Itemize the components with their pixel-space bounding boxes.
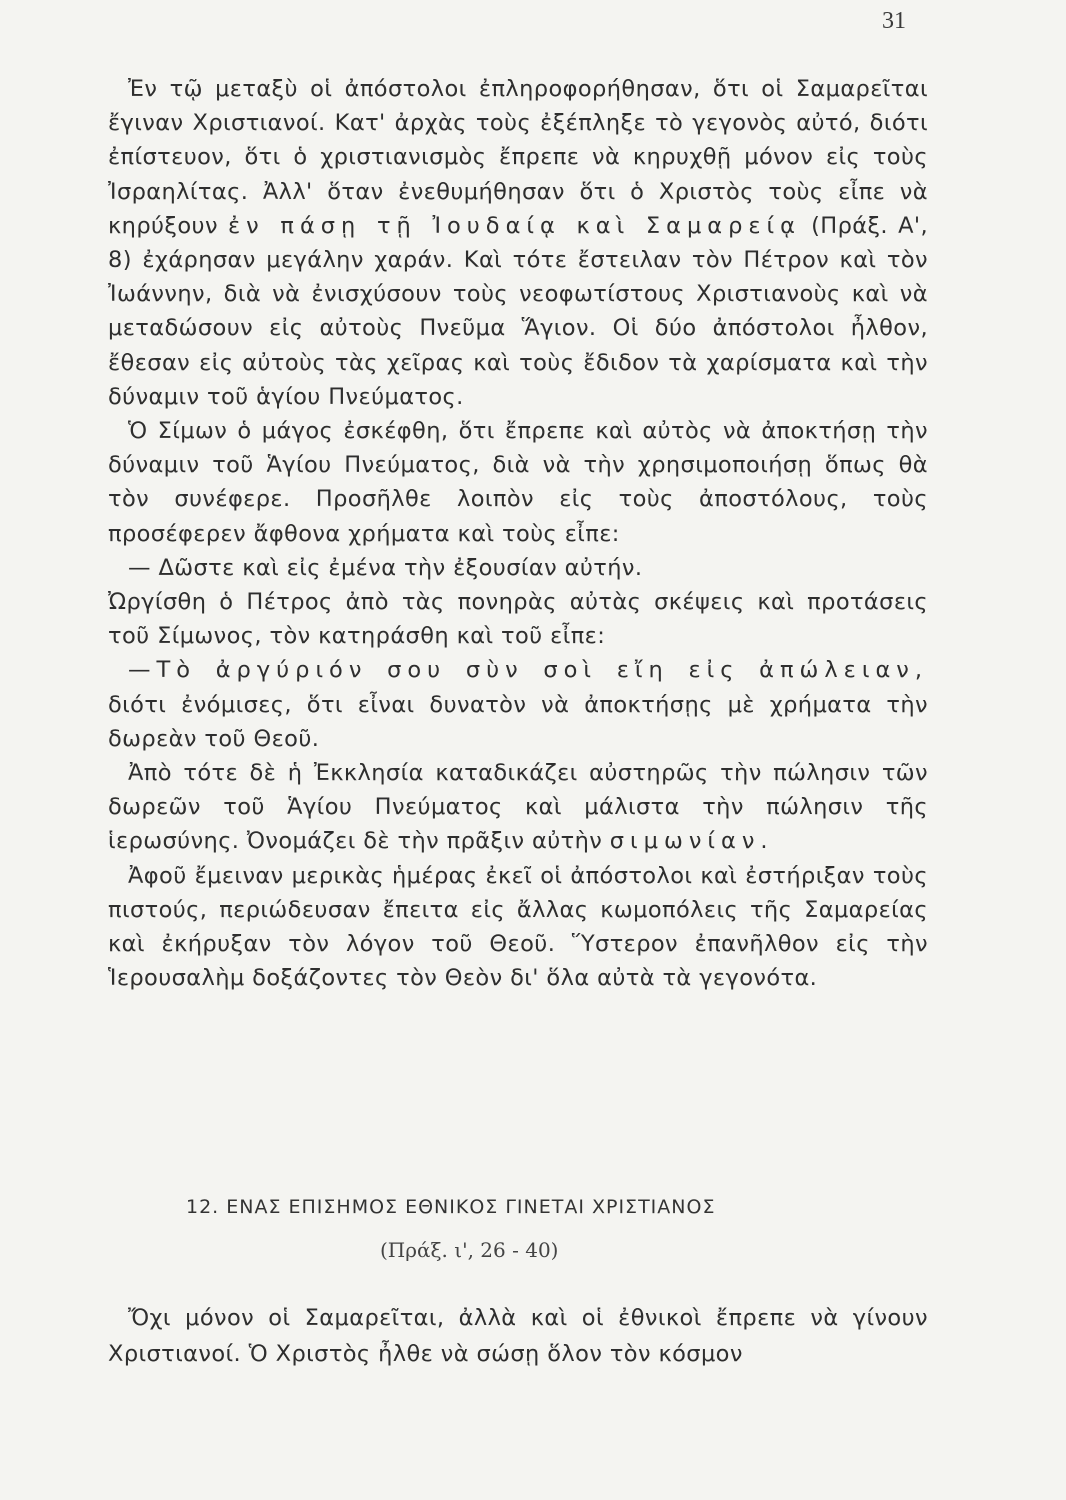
paragraph-simon-magus: Ὁ Σίμων ὁ μάγος ἐσκέφθη, ὅτι ἔπρεπε καὶ αὐτὸς νὰ ἀποκτήσῃ τὴν δύναμιν τοῦ Ἁγίου Πνεύματος, διὰ νὰ τὴν χρησιμοποιήσῃ ὅπως θὰ τὸν συνέφερε. Προσῆλθε λοιπὸν εἰς τοὺς ἀποστόλους, τοὺς προσέφερεν ἄφθονα χρήματα καὶ τοὺς εἶπε: [108, 418, 928, 547]
paragraph-text: Ἐν τῷ μεταξὺ οἱ ἀπόστολοι ἐπληροφορήθησαν, ὅτι οἱ Σαμαρεῖται ἔγιναν Χριστιανοί. Κατ' ἀρχὰς τοὺς ἐξέπληξε τὸ γεγονὸς αὐτό, διότι ἐπίστευον, ὅτι ὁ χριστιανισμὸς ἔπρεπε νὰ κηρυχθῇ μόνον εἰς τοὺς Ἰσραηλίτας. Ἀλλ' ὅταν ἐνεθυμήθησαν ὅτι ὁ Χριστὸς τοὺς εἶπε νὰ κηρύξουν [108, 76, 928, 239]
paragraph-simon-speech: — Δῶστε καὶ εἰς ἐμένα τὴν ἐξουσίαν αὐτήν. [128, 554, 643, 581]
paragraph-text: (Πράξ. Α', 8) ἐχάρησαν μεγάλην χαράν. Καὶ τότε ἔστειλαν τὸν Πέτρον καὶ τὸν Ἰωάννην, διὰ νὰ ἐνισχύσουν τοὺς νεοφωτίστους Χριστιανοὺς καὶ νὰ μεταδώσουν εἰς αὐτοὺς Πνεῦμα Ἅγιον. Οἱ δύο ἀπόστολοι ἦλθον, ἔθεσαν εἰς αὐτοὺς τὰς χεῖρας καὶ τοὺς ἔδιδον τὰ χαρίσματα καὶ τὴν δύναμιν τοῦ ἁγίου Πνεύματος. [108, 212, 928, 410]
paragraph-gentiles: Ὄχι μόνον οἱ Σαμαρεῖται, ἀλλὰ καὶ οἱ ἐθνικοὶ ἔπρεπε νὰ γίνουν Χριστιανοί. Ὁ Χριστὸς ἦλθε νὰ σώσῃ ὅλον τὸν κόσμον [108, 1305, 928, 1367]
paragraph-peter-angry: Ὠργίσθη ὁ Πέτρος ἀπὸ τὰς πονηρὰς αὐτὰς σκέψεις καὶ προτάσεις τοῦ Σίμωνος, τὸν κατηράσθη καὶ τοῦ εἶπε: [108, 589, 928, 650]
paragraph-text: διότι ἐνόμισες, ὅτι εἶναι δυνατὸν νὰ ἀποκτήσῃς μὲ χρήματα τὴν δωρεὰν τοῦ Θεοῦ. [108, 691, 928, 752]
main-text [108, 72, 928, 995]
quoted-verse: —Τὸ ἀργύριόν σου σὺν σοὶ εἴη εἰς ἀπώλειαν, [128, 657, 928, 684]
page-number: 31 [882, 8, 906, 34]
paragraph-peter-speech [108, 653, 928, 756]
paragraph-apostles-informed [108, 72, 928, 414]
paragraph-apostles-return: Ἀφοῦ ἔμειναν μερικὰς ἡμέρας ἐκεῖ οἱ ἀπόστολοι καὶ ἐστήριξαν τοὺς πιστούς, περιώδευσαν ἔπειτα εἰς ἄλλας κωμοπόλεις τῆς Σαμαρείας καὶ ἐκήρυξαν τὸν λόγον τοῦ Θεοῦ. Ὕστερον ἐπανῆλθον εἰς τὴν Ἱερουσαλὴμ δοξάζοντες τὸν Θεὸν δι' ὅλα αὐτὰ τὰ γεγονότα. [108, 862, 928, 992]
section-heading: 12. ΕΝΑΣ ΕΠΙΣΗΜΟΣ ΕΘΝΙΚΟΣ ΓΙΝΕΤΑΙ ΧΡΙΣΤΙΑΝΟΣ [186, 1196, 716, 1218]
quoted-verse: ἐν πάσῃ τῇ Ἰουδαίᾳ καὶ Σαμαρείᾳ [228, 212, 801, 239]
term-simony: σιμωνίαν. [609, 828, 774, 855]
section-reference: (Πράξ. ι', 26 - 40) [380, 1238, 559, 1262]
paragraph-church-condemns [108, 756, 928, 859]
closing-text [108, 1300, 928, 1372]
paragraph-text: Ἀπὸ τότε δὲ ἡ Ἐκκλησία καταδικάζει αὐστηρῶς τὴν πώλησιν τῶν δωρεῶν τοῦ Ἁγίου Πνεύματος καὶ μάλιστα τὴν πώλησιν τῆς ἱερωσύνης. Ὀνομάζει δὲ τὴν πρᾶξιν αὐτὴν [108, 760, 928, 855]
